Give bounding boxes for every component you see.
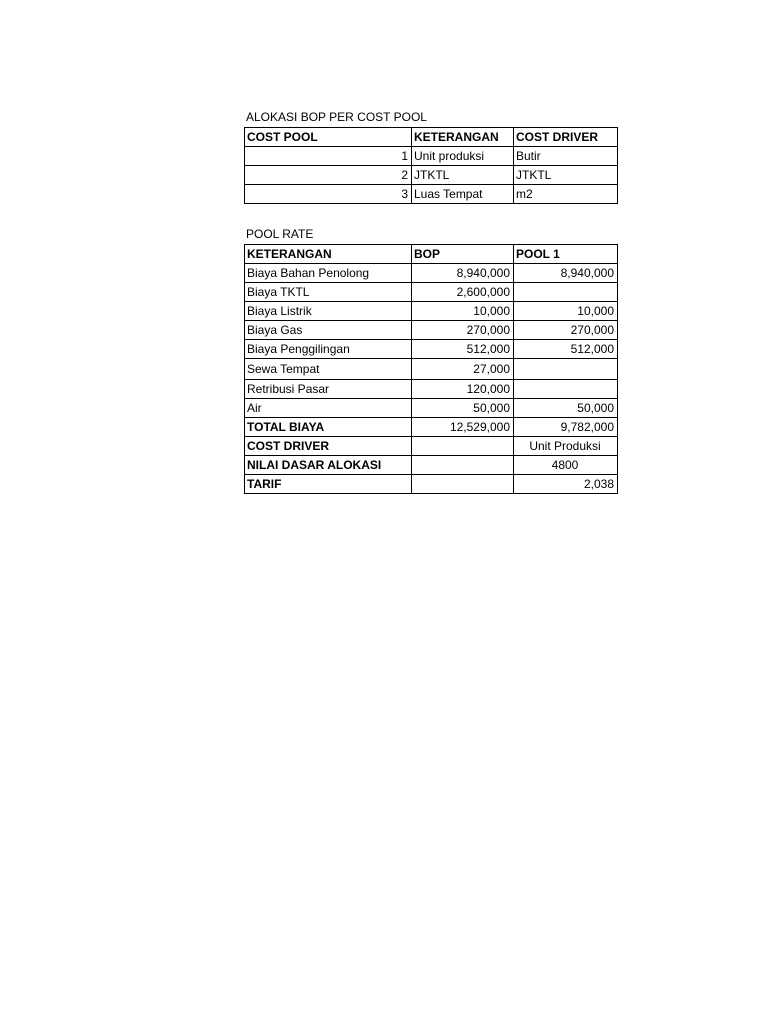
table-row: [245, 302, 618, 321]
header-keterangan: KETERANGAN: [412, 128, 514, 147]
bop-value: 8,940,000: [412, 264, 514, 283]
total-row: [245, 418, 618, 437]
cost-label: Air: [245, 399, 412, 418]
cost-driver-row: [245, 437, 618, 456]
cost-pool-driver: JTKTL: [514, 166, 618, 185]
pool1-value: 512,000: [514, 340, 618, 359]
cost-label: Retribusi Pasar: [245, 380, 412, 399]
table-row: [245, 283, 618, 302]
table-row: [245, 147, 618, 166]
cost-label: Biaya TKTL: [245, 283, 412, 302]
cost-pool-title: ALOKASI BOP PER COST POOL: [246, 110, 427, 124]
cost-label: Biaya Listrik: [245, 302, 412, 321]
cost-label: Sewa Tempat: [245, 359, 412, 380]
cost-pool-driver: m2: [514, 185, 618, 204]
table-row: [245, 166, 618, 185]
table-row: [245, 185, 618, 204]
bop-value: 50,000: [412, 399, 514, 418]
cost-driver-pool1-value: Unit Produksi: [514, 437, 618, 456]
nilai-dasar-label: NILAI DASAR ALOKASI: [245, 456, 412, 475]
cost-label: Biaya Bahan Penolong: [245, 264, 412, 283]
tarif-label: TARIF: [245, 475, 412, 494]
cost-pool-keterangan: Unit produksi: [412, 147, 514, 166]
header-bop: BOP: [412, 245, 514, 264]
cost-pool-header-row: [245, 128, 618, 147]
cost-label: Biaya Penggilingan: [245, 340, 412, 359]
cost-driver-bop-value: [412, 437, 514, 456]
bop-value: 270,000: [412, 321, 514, 340]
bop-value: 512,000: [412, 340, 514, 359]
cost-pool-table: [244, 127, 618, 204]
cost-pool-keterangan: JTKTL: [412, 166, 514, 185]
pool1-value: [514, 283, 618, 302]
pool1-value: 50,000: [514, 399, 618, 418]
nilai-dasar-bop-value: [412, 456, 514, 475]
pool-rate-title: POOL RATE: [246, 227, 314, 241]
total-pool1-value: 9,782,000: [514, 418, 618, 437]
table-row: [245, 399, 618, 418]
cost-pool-index: 2: [245, 166, 412, 185]
cost-label: Biaya Gas: [245, 321, 412, 340]
header-keterangan: KETERANGAN: [245, 245, 412, 264]
tarif-pool1-value: 2,038: [514, 475, 618, 494]
cost-pool-index: 3: [245, 185, 412, 204]
pool-rate-header-row: [245, 245, 618, 264]
cost-pool-index: 1: [245, 147, 412, 166]
table-row: [245, 380, 618, 399]
tarif-bop-value: [412, 475, 514, 494]
pool1-value: [514, 359, 618, 380]
pool1-value: 10,000: [514, 302, 618, 321]
pool1-value: 8,940,000: [514, 264, 618, 283]
pool1-value: 270,000: [514, 321, 618, 340]
header-cost-pool: COST POOL: [245, 128, 412, 147]
total-bop-value: 12,529,000: [412, 418, 514, 437]
nilai-dasar-pool1-value: 4800: [514, 456, 618, 475]
table-row: [245, 340, 618, 359]
cost-driver-label: COST DRIVER: [245, 437, 412, 456]
bop-value: 27,000: [412, 359, 514, 380]
header-pool-1: POOL 1: [514, 245, 618, 264]
pool1-value: [514, 380, 618, 399]
table-row: [245, 264, 618, 283]
table-row: [245, 359, 618, 380]
tarif-row: [245, 475, 618, 494]
table-row: [245, 321, 618, 340]
bop-value: 120,000: [412, 380, 514, 399]
nilai-dasar-row: [245, 456, 618, 475]
header-cost-driver: COST DRIVER: [514, 128, 618, 147]
bop-value: 10,000: [412, 302, 514, 321]
total-label: TOTAL BIAYA: [245, 418, 412, 437]
cost-pool-keterangan: Luas Tempat: [412, 185, 514, 204]
bop-value: 2,600,000: [412, 283, 514, 302]
pool-rate-table: [244, 244, 618, 494]
cost-pool-driver: Butir: [514, 147, 618, 166]
